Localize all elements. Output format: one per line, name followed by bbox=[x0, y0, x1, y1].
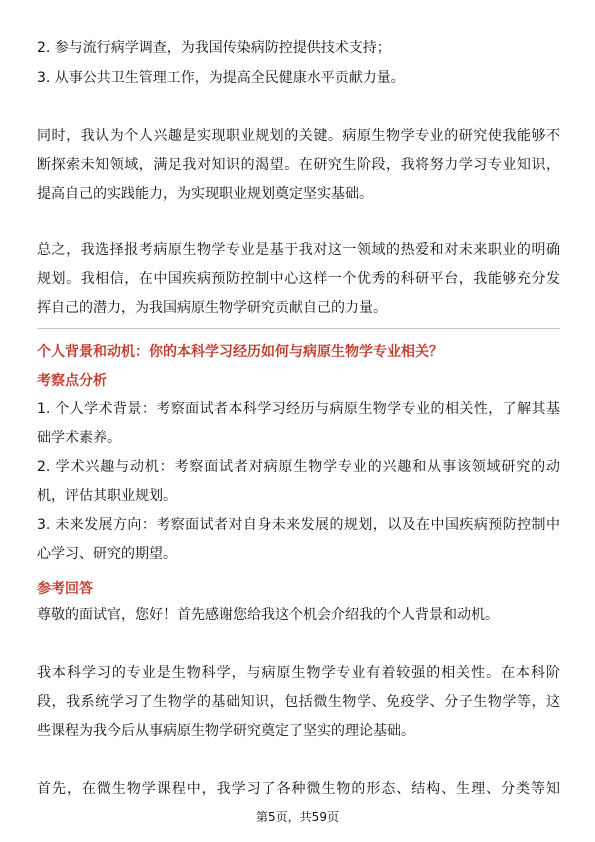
answer-line: 些课程为我今后从事病原生物学研究奠定了坚实的理论基础。 bbox=[37, 723, 415, 739]
answer-line: 段，我系统学习了生物学的基础知识，包括微生物学、免疫学、分子生物学等，这 bbox=[37, 694, 560, 710]
answer-line: 尊敬的面试官，您好！首先感谢您给我这个机会介绍我的个人背景和动机。 bbox=[37, 607, 499, 623]
paragraph-line: 断探索未知领域，满足我对知识的渴望。在研究生阶段，我将努力学习专业知识， bbox=[37, 157, 560, 173]
analysis-item-1: 1. 个人学术背景：考察面试者本科学习经历与病原生物学专业的相关性，了解其基 bbox=[37, 401, 560, 417]
paragraph-line: 总之，我选择报考病原生物学专业是基于我对这一领域的热爱和对未来职业的明确 bbox=[37, 242, 560, 258]
paragraph-line: 挥自己的潜力，为我国病原生物学研究贡献自己的力量。 bbox=[37, 300, 387, 316]
list-item-2: 2. 参与流行病学调查，为我国传染病防控提供技术支持； bbox=[37, 40, 391, 56]
paragraph-line: 同时，我认为个人兴趣是实现职业规划的关键。病原生物学专业的研究使我能够不 bbox=[37, 128, 560, 144]
analysis-item-3: 3. 未来发展方向：考察面试者对自身未来发展的规划，以及在中国疾病预防控制中 bbox=[37, 517, 560, 533]
answer-line: 我本科学习的专业是生物科学，与病原生物学专业有着较强的相关性。在本科阶 bbox=[37, 665, 560, 681]
page-number: 第5页，共59页 bbox=[256, 810, 339, 824]
section-divider bbox=[37, 328, 560, 329]
answer-line: 首先，在微生物学课程中，我学习了各种微生物的形态、结构、生理、分类等知 bbox=[37, 781, 560, 797]
analysis-heading: 考察点分析 bbox=[37, 373, 107, 389]
analysis-item-1-cont: 础学术素养。 bbox=[37, 430, 121, 446]
paragraph-line: 规划。我相信，在中国疾病预防控制中心这样一个优秀的科研平台，我能够充分发 bbox=[37, 271, 560, 287]
answer-heading: 参考回答 bbox=[37, 581, 93, 597]
analysis-item-2: 2. 学术兴趣与动机：考察面试者对病原生物学专业的兴趣和从事该领域研究的动 bbox=[37, 459, 560, 475]
question-title: 个人背景和动机：你的本科学习经历如何与病原生物学专业相关？ bbox=[37, 344, 443, 360]
analysis-item-3-cont: 心学习、研究的期望。 bbox=[37, 546, 177, 562]
paragraph-line: 提高自己的实践能力，为实现职业规划奠定坚实基础。 bbox=[37, 186, 373, 202]
analysis-item-2-cont: 机，评估其职业规划。 bbox=[37, 488, 177, 504]
list-item-3: 3. 从事公共卫生管理工作，为提高全民健康水平贡献力量。 bbox=[37, 70, 405, 86]
